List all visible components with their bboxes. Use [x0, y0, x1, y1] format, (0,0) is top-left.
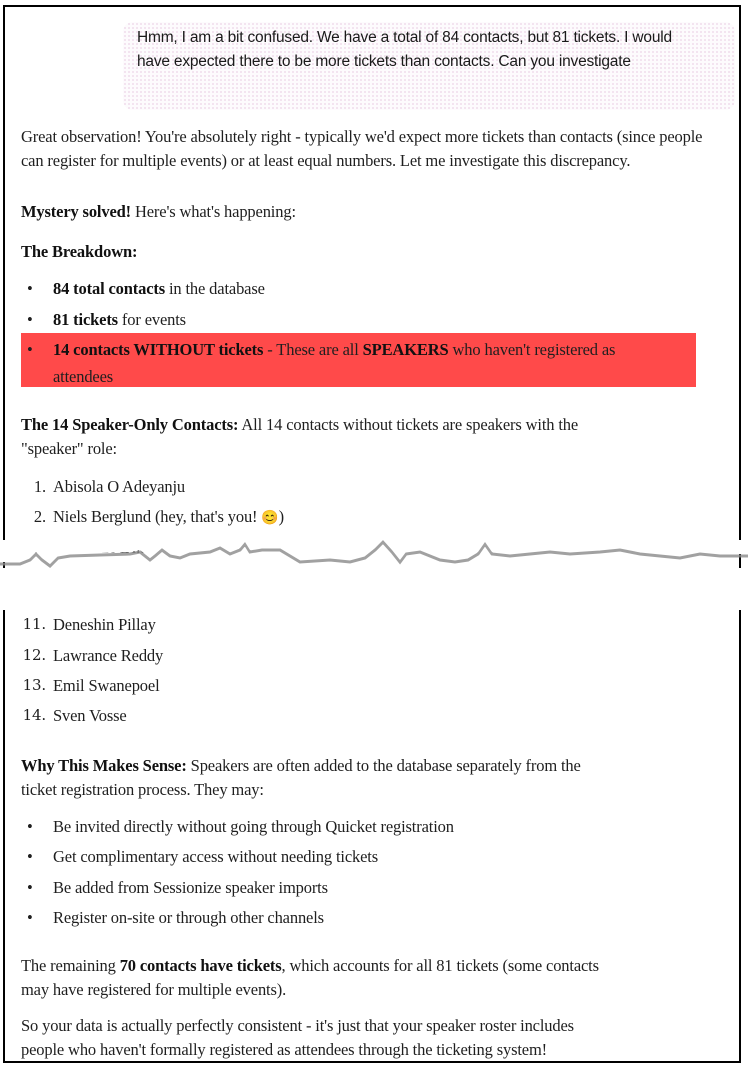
reason-text: Get complimentary access without needing tickets	[53, 847, 378, 866]
remaining-rest: , which accounts for all 81 tickets (some contacts	[281, 956, 599, 975]
bullet-icon: •	[27, 340, 33, 359]
list-number: 13.	[22, 676, 46, 694]
list-number: 12.	[22, 646, 46, 664]
speakers-heading-rest2: "speaker" role:	[21, 439, 117, 458]
speaker-name: Sven Vosse	[53, 706, 127, 725]
conclusion-paragraph	[21, 1014, 721, 1062]
bullet-icon: •	[27, 847, 33, 866]
breakdown-rest: - These are all	[263, 340, 363, 359]
speaker-name: Abisola O Adeyanju	[53, 477, 186, 496]
speakers-heading-rest: All 14 contacts without tickets are speakers with the	[238, 415, 579, 434]
mystery-rest: Here's what's happening:	[131, 202, 296, 221]
list-number: 1.	[33, 477, 46, 496]
breakdown-bold2: SPEAKERS	[362, 340, 449, 359]
reason-text: Be invited directly without going through Quicket registration	[53, 817, 454, 836]
list-number: 14.	[22, 706, 46, 724]
mystery-paragraph	[21, 200, 721, 224]
breakdown-bold: 14 contacts WITHOUT tickets	[53, 340, 264, 359]
remaining-bold: 70 contacts have tickets	[119, 956, 282, 975]
remaining-rest2: may have registered for multiple events).	[21, 980, 287, 999]
list-number: 11.	[22, 615, 46, 633]
bullet-icon: •	[27, 817, 33, 836]
smiling-face-emoji-icon: 😊	[261, 511, 279, 526]
speakers-heading	[21, 413, 721, 461]
why-paragraph	[21, 754, 721, 802]
breakdown-rest3: attendees	[53, 367, 114, 386]
mystery-bold: Mystery solved!	[21, 202, 132, 221]
why-rest: Speakers are often added to the database separately from the	[186, 756, 581, 775]
speaker-name: Lawrance Reddy	[53, 646, 164, 665]
remaining-pre: The remaining	[21, 956, 120, 975]
breakdown-heading-text: The Breakdown:	[21, 242, 138, 261]
conclusion-line1: So your data is actually perfectly consistent - it's just that your speaker roster includes	[21, 1016, 574, 1035]
speaker-name: Emil Swanepoel	[53, 676, 160, 695]
breakdown-heading	[21, 240, 721, 264]
speaker-name: Niels Berglund (hey, that's you!	[53, 507, 262, 526]
speakers-heading-bold: The 14 Speaker-Only Contacts:	[21, 415, 239, 434]
bullet-icon: •	[27, 878, 33, 897]
breakdown-bold: 84 total contacts	[53, 279, 166, 298]
breakdown-rest: in the database	[165, 279, 265, 298]
why-rest2: ticket registration process. They may:	[21, 780, 264, 799]
speaker-name: Deneshin Pillay	[53, 615, 156, 634]
bullet-icon: •	[27, 310, 33, 329]
speaker-name-end: )	[278, 507, 285, 526]
breakdown-bold: 81 tickets	[53, 310, 118, 329]
remaining-paragraph	[21, 954, 721, 1002]
breakdown-rest2: who haven't registered as	[448, 340, 616, 359]
reason-text: Be added from Sessionize speaker imports	[53, 878, 328, 897]
intro-paragraph: Great observation! You're absolutely right - typically we'd expect more tickets than contacts (since people can register for multiple events) or at least equal numbers. Let me investigate this discrepancy.	[21, 127, 703, 170]
conclusion-line2: people who haven't formally registered as attendees through the ticketing system!	[21, 1040, 547, 1059]
torn-edge-divider	[0, 540, 748, 610]
bullet-icon: •	[27, 279, 33, 298]
reason-text: Register on-site or through other channels	[53, 908, 324, 927]
bullet-icon: •	[27, 908, 33, 927]
list-number: 2.	[33, 507, 46, 526]
why-bold: Why This Makes Sense:	[21, 756, 187, 775]
user-message-text: Hmm, I am a bit confused. We have a total of 84 contacts, but 81 tickets. I would have expected there to be more tickets than contacts. Can you investigate	[137, 29, 672, 70]
breakdown-rest: for events	[117, 310, 186, 329]
